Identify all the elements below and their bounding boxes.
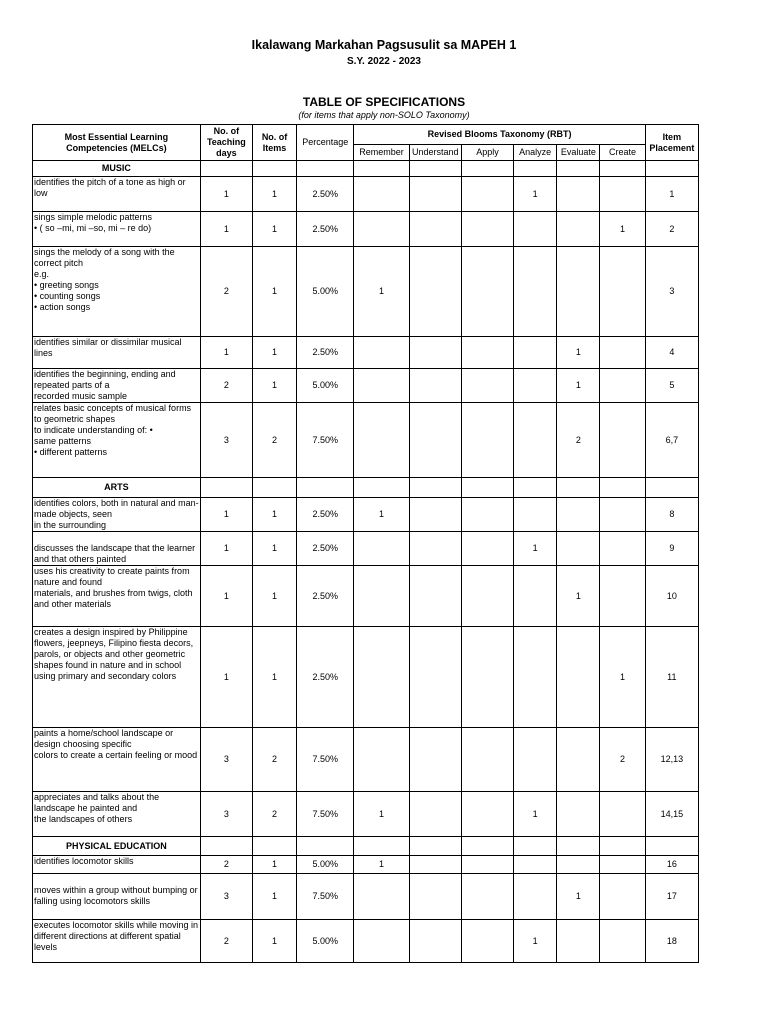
empty-cell [297, 161, 354, 177]
level-cell [409, 403, 461, 478]
level-cell [354, 212, 409, 247]
level-cell [461, 532, 513, 566]
table-row [33, 566, 699, 627]
level-cell [600, 920, 645, 963]
school-year: S.Y. 2022 - 2023 [347, 56, 421, 67]
empty-cell [600, 161, 645, 177]
percentage-cell: 7.50% [297, 728, 354, 792]
empty-cell [200, 161, 252, 177]
table-row [33, 212, 699, 247]
empty-cell [514, 161, 557, 177]
placement-cell: 8 [645, 498, 698, 532]
section-row [33, 837, 699, 856]
header-level-apply: Apply [461, 145, 513, 161]
empty-cell [409, 161, 461, 177]
empty-cell [514, 837, 557, 856]
level-cell [461, 403, 513, 478]
empty-cell [600, 478, 645, 498]
level-cell [514, 627, 557, 728]
header-teaching-days: No. of Teaching days [200, 125, 252, 161]
header-level-remember: Remember [354, 145, 409, 161]
level-cell: 1 [600, 627, 645, 728]
placement-cell: 12,13 [645, 728, 698, 792]
empty-cell [297, 837, 354, 856]
competency-cell: sings the melody of a song with the correct pitch e.g. • greeting songs • counting songs • action songs [33, 247, 201, 337]
level-cell [514, 403, 557, 478]
items-cell: 1 [252, 337, 296, 369]
teaching-days-cell: 3 [200, 728, 252, 792]
teaching-days-cell: 1 [200, 337, 252, 369]
table-body [33, 161, 699, 963]
empty-cell [645, 837, 698, 856]
level-cell: 1 [600, 212, 645, 247]
items-cell: 2 [252, 792, 296, 837]
level-cell [461, 728, 513, 792]
percentage-cell: 2.50% [297, 337, 354, 369]
teaching-days-cell: 1 [200, 212, 252, 247]
level-cell [461, 792, 513, 837]
placement-cell: 3 [645, 247, 698, 337]
level-cell [600, 566, 645, 627]
level-cell [409, 627, 461, 728]
table-row [33, 792, 699, 837]
empty-cell [354, 837, 409, 856]
header-percentage: Percentage [297, 125, 354, 161]
level-cell [600, 498, 645, 532]
level-cell [409, 566, 461, 627]
level-cell [557, 177, 600, 212]
items-cell: 1 [252, 247, 296, 337]
competency-cell: uses his creativity to create paints from nature and found materials, and brushes from twigs, cloth and other materials [33, 566, 201, 627]
level-cell: 1 [514, 177, 557, 212]
empty-cell [645, 161, 698, 177]
specifications-table [32, 124, 699, 963]
header-items: No. of Items [252, 125, 296, 161]
empty-cell [200, 478, 252, 498]
empty-cell [409, 837, 461, 856]
placement-cell: 4 [645, 337, 698, 369]
level-cell: 2 [600, 728, 645, 792]
level-cell [461, 247, 513, 337]
header-level-understand: Understand [409, 145, 461, 161]
empty-cell [200, 837, 252, 856]
level-cell: 1 [514, 532, 557, 566]
empty-cell [557, 478, 600, 498]
level-cell [354, 337, 409, 369]
table-row [33, 728, 699, 792]
competency-cell: relates basic concepts of musical forms to geometric shapes to indicate understanding of: • same patterns • different patterns [33, 403, 201, 478]
level-cell [514, 566, 557, 627]
placement-cell: 16 [645, 856, 698, 874]
level-cell [409, 856, 461, 874]
level-cell: 1 [557, 369, 600, 403]
table-row [33, 874, 699, 920]
competency-cell: identifies the beginning, ending and repeated parts of a recorded music sample [33, 369, 201, 403]
percentage-cell: 5.00% [297, 856, 354, 874]
placement-cell: 6,7 [645, 403, 698, 478]
items-cell: 1 [252, 369, 296, 403]
level-cell: 1 [354, 498, 409, 532]
placement-cell: 18 [645, 920, 698, 963]
level-cell [600, 247, 645, 337]
level-cell: 2 [557, 403, 600, 478]
teaching-days-cell: 1 [200, 498, 252, 532]
level-cell [514, 874, 557, 920]
level-cell [514, 247, 557, 337]
empty-cell [461, 837, 513, 856]
level-cell [354, 566, 409, 627]
level-cell: 1 [557, 566, 600, 627]
items-cell: 1 [252, 532, 296, 566]
percentage-cell: 2.50% [297, 212, 354, 247]
level-cell [354, 728, 409, 792]
items-cell: 1 [252, 874, 296, 920]
level-cell [409, 792, 461, 837]
level-cell [354, 532, 409, 566]
placement-cell: 11 [645, 627, 698, 728]
level-cell [354, 874, 409, 920]
competency-cell: sings simple melodic patterns • ( so –mi, mi –so, mi – re do) [33, 212, 201, 247]
header-level-analyze: Analyze [514, 145, 557, 161]
level-cell [557, 498, 600, 532]
header-level-evaluate: Evaluate [557, 145, 600, 161]
level-cell: 1 [354, 792, 409, 837]
empty-cell [557, 161, 600, 177]
empty-cell [252, 837, 296, 856]
competency-cell: identifies colors, both in natural and man-made objects, seen in the surrounding [34, 498, 199, 530]
table-row [33, 369, 699, 403]
section-heading: ARTS [33, 478, 201, 498]
percentage-cell: 2.50% [297, 498, 354, 532]
table-row [33, 498, 699, 532]
empty-cell [354, 478, 409, 498]
level-cell [557, 532, 600, 566]
level-cell [409, 212, 461, 247]
percentage-cell: 2.50% [297, 177, 354, 212]
teaching-days-cell: 1 [200, 566, 252, 627]
percentage-cell: 5.00% [297, 369, 354, 403]
level-cell [409, 337, 461, 369]
teaching-days-cell: 2 [200, 369, 252, 403]
section-heading: MUSIC [33, 161, 201, 177]
level-cell [461, 856, 513, 874]
placement-cell: 10 [645, 566, 698, 627]
section-heading: PHYSICAL EDUCATION [33, 837, 201, 856]
competency-cell: appreciates and talks about the landscape he painted and the landscapes of others [33, 792, 201, 837]
teaching-days-cell: 3 [200, 792, 252, 837]
percentage-cell: 5.00% [297, 247, 354, 337]
header-level-create: Create [600, 145, 645, 161]
competency-cell: creates a design inspired by Philippine flowers, jeepneys, Filipino fiesta decors, parols, or objects and other geometric shapes found in nature and in school using primary and secondary colors [33, 627, 201, 728]
level-cell [461, 874, 513, 920]
level-cell [557, 728, 600, 792]
level-cell [354, 369, 409, 403]
percentage-cell: 7.50% [297, 403, 354, 478]
level-cell [600, 403, 645, 478]
items-cell: 1 [252, 177, 296, 212]
level-cell [461, 369, 513, 403]
level-cell [600, 874, 645, 920]
competency-cell: paints a home/school landscape or design choosing specific colors to create a certain feeling or mood [33, 728, 201, 792]
level-cell [557, 627, 600, 728]
teaching-days-cell: 2 [200, 247, 252, 337]
percentage-cell: 7.50% [297, 792, 354, 837]
level-cell [461, 212, 513, 247]
level-cell [557, 856, 600, 874]
level-cell [600, 177, 645, 212]
placement-cell: 2 [645, 212, 698, 247]
competency-cell: moves within a group without bumping or falling using locomotors skills [33, 874, 201, 920]
level-cell [409, 247, 461, 337]
level-cell [514, 856, 557, 874]
level-cell [354, 403, 409, 478]
level-cell [557, 792, 600, 837]
placement-cell: 9 [645, 532, 698, 566]
table-title: TABLE OF SPECIFICATIONS [302, 95, 466, 109]
empty-cell [600, 837, 645, 856]
items-cell: 1 [252, 920, 296, 963]
table-row [33, 627, 699, 728]
teaching-days-cell: 2 [200, 856, 252, 874]
level-cell [409, 369, 461, 403]
level-cell: 1 [354, 247, 409, 337]
level-cell: 1 [514, 920, 557, 963]
teaching-days-cell: 3 [200, 874, 252, 920]
percentage-cell: 5.00% [297, 920, 354, 963]
level-cell [409, 498, 461, 532]
items-cell: 1 [252, 856, 296, 874]
level-cell: 1 [514, 792, 557, 837]
placement-cell: 5 [645, 369, 698, 403]
empty-cell [354, 161, 409, 177]
items-cell: 1 [252, 627, 296, 728]
table-row [33, 920, 699, 963]
competency-cell: executes locomotor skills while moving in different directions at different spatial levels [33, 920, 201, 963]
level-cell [409, 728, 461, 792]
empty-cell [461, 161, 513, 177]
items-cell: 2 [252, 728, 296, 792]
empty-cell [252, 478, 296, 498]
placement-cell: 14,15 [645, 792, 698, 837]
percentage-cell: 7.50% [297, 874, 354, 920]
teaching-days-cell: 1 [200, 627, 252, 728]
table-subtitle: (for items that apply non-SOLO Taxonomy) [298, 110, 470, 120]
header-item-placement: Item Placement [645, 125, 698, 161]
empty-cell [557, 837, 600, 856]
level-cell [461, 566, 513, 627]
table-row [33, 856, 699, 874]
level-cell [409, 920, 461, 963]
header-melc: Most Essential Learning Competencies (MELCs) [33, 125, 201, 161]
level-cell [514, 498, 557, 532]
items-cell: 2 [252, 403, 296, 478]
items-cell: 1 [252, 566, 296, 627]
level-cell [514, 728, 557, 792]
empty-cell [252, 161, 296, 177]
teaching-days-cell: 2 [200, 920, 252, 963]
level-cell [461, 498, 513, 532]
level-cell: 1 [354, 856, 409, 874]
level-cell [600, 792, 645, 837]
items-cell: 1 [252, 212, 296, 247]
level-cell [600, 532, 645, 566]
level-cell: 1 [557, 337, 600, 369]
section-row [33, 161, 699, 177]
level-cell [461, 337, 513, 369]
teaching-days-cell: 1 [200, 532, 252, 566]
level-cell [600, 337, 645, 369]
level-cell [557, 920, 600, 963]
level-cell [409, 177, 461, 212]
percentage-cell: 2.50% [297, 566, 354, 627]
competency-cell: identifies similar or dissimilar musical lines [33, 337, 201, 369]
level-cell [354, 627, 409, 728]
competency-cell: discusses the landscape that the learner and that others painted [33, 532, 201, 566]
level-cell [557, 247, 600, 337]
level-cell: 1 [557, 874, 600, 920]
level-cell [514, 337, 557, 369]
level-cell [600, 369, 645, 403]
empty-cell [645, 478, 698, 498]
competency-cell: identifies locomotor skills [33, 856, 201, 874]
percentage-cell: 2.50% [297, 627, 354, 728]
items-cell: 1 [252, 498, 296, 532]
header-rbt: Revised Blooms Taxonomy (RBT) [354, 125, 645, 145]
document-title: Ikalawang Markahan Pagsusulit sa MAPEH 1 [251, 38, 517, 52]
empty-cell [514, 478, 557, 498]
table-row [33, 247, 699, 337]
table-row [33, 403, 699, 478]
table-row [33, 177, 699, 212]
placement-cell: 1 [645, 177, 698, 212]
level-cell [461, 177, 513, 212]
teaching-days-cell: 3 [200, 403, 252, 478]
level-cell [514, 212, 557, 247]
table-row [33, 337, 699, 369]
level-cell [461, 627, 513, 728]
level-cell [409, 874, 461, 920]
empty-cell [297, 478, 354, 498]
level-cell [354, 177, 409, 212]
level-cell [514, 369, 557, 403]
level-cell [557, 212, 600, 247]
level-cell [600, 856, 645, 874]
section-row [33, 478, 699, 498]
percentage-cell: 2.50% [297, 532, 354, 566]
level-cell [409, 532, 461, 566]
empty-cell [409, 478, 461, 498]
table-row [33, 532, 699, 566]
placement-cell: 17 [645, 874, 698, 920]
level-cell [461, 920, 513, 963]
competency-cell: identifies the pitch of a tone as high or low [33, 177, 201, 212]
teaching-days-cell: 1 [200, 177, 252, 212]
empty-cell [461, 478, 513, 498]
level-cell [354, 920, 409, 963]
